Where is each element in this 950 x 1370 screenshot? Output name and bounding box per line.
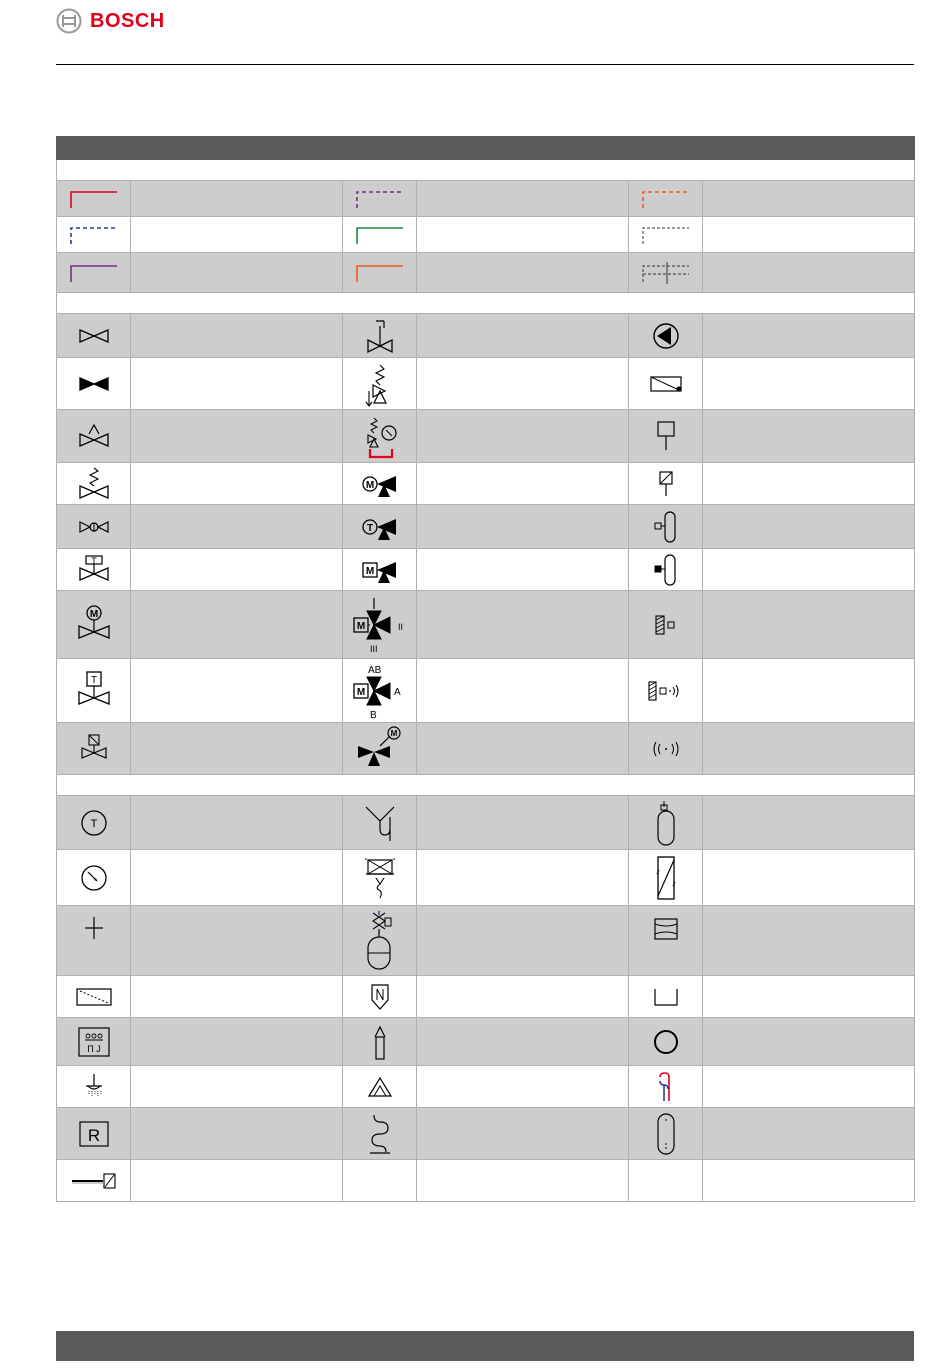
table-row <box>57 505 915 549</box>
wireless-signal-icon <box>648 737 684 761</box>
thermostatic-valve-icon <box>77 554 111 586</box>
table-row <box>57 591 915 659</box>
filling-drain-icon <box>363 856 397 900</box>
buffer-tank-icon <box>652 916 680 942</box>
svg-text:AB: AB <box>367 664 381 676</box>
line-flow-green-icon <box>353 224 407 246</box>
svg-text:T: T <box>90 555 97 566</box>
overflow-valve-icon <box>77 466 111 502</box>
heat-pump-outdoor-icon <box>366 1075 394 1099</box>
svg-text:III: III <box>369 643 378 654</box>
brand-name: BOSCH <box>90 9 165 32</box>
shower-icon <box>82 1072 106 1102</box>
cylinder-sensor-icon <box>654 799 678 847</box>
svg-text:II: II <box>397 621 403 632</box>
section-row <box>57 293 915 314</box>
shutoff-valve-closed-icon <box>77 374 111 394</box>
shutoff-valve-icon <box>77 326 111 346</box>
control-unit-icon <box>76 1025 112 1059</box>
table-row <box>57 723 915 775</box>
svg-text:B: B <box>369 709 377 721</box>
motor-2way-valve-icon <box>76 604 112 646</box>
table-row <box>57 549 915 591</box>
temperature-sensor-icon <box>654 419 678 453</box>
room-thermostat-icon <box>648 374 684 394</box>
chimney-icon <box>368 982 392 1012</box>
expansion-vessel-icon <box>363 909 397 973</box>
table-row <box>57 1018 915 1066</box>
balancing-valve-icon <box>363 318 397 354</box>
bosch-armature-icon <box>56 8 82 34</box>
mixing-valve-ab-icon <box>352 661 408 721</box>
line-dashed-blue-icon <box>67 224 121 246</box>
safety-valve-icon <box>363 361 397 407</box>
line-dashed-orange-icon <box>639 188 693 210</box>
underfloor-heating-icon <box>366 1112 394 1156</box>
svg-text:M: M <box>356 686 365 698</box>
table-row <box>57 253 915 293</box>
table-row <box>57 314 915 358</box>
storage-tank-icon <box>654 1111 678 1157</box>
collector-icon <box>651 986 681 1008</box>
thermo-2way-valve-icon <box>76 670 112 712</box>
check-valve-icon <box>77 422 111 450</box>
thermostatic-3way-valve-icon <box>360 512 400 542</box>
sensor-contact-icon <box>654 469 678 499</box>
thermometer-icon <box>79 808 109 838</box>
header-divider <box>56 64 914 65</box>
table-row <box>57 410 915 463</box>
solenoid-valve-icon <box>79 733 109 765</box>
heat-source-icon <box>74 987 114 1007</box>
brand-logo <box>56 8 165 34</box>
table-header <box>57 137 915 160</box>
svg-text:R: R <box>87 1125 100 1145</box>
motor-mixer-icon <box>354 726 406 772</box>
table-row <box>57 358 915 410</box>
symbol-table <box>56 136 915 1202</box>
siphon-icon <box>363 803 397 843</box>
section-row <box>57 160 915 181</box>
pressure-gauge-icon <box>79 863 109 893</box>
line-flow-red-icon <box>67 188 121 210</box>
svg-text:M: M <box>89 608 98 620</box>
line-flow-purple-icon <box>67 262 121 284</box>
table-row <box>57 463 915 505</box>
line-dashed-black-icon <box>639 224 693 246</box>
dhw-coil-icon <box>656 1071 676 1103</box>
svg-text:M: M <box>390 728 397 738</box>
heat-exchanger-icon <box>654 854 678 902</box>
motor-3way-valve-square-icon <box>360 555 400 585</box>
table-row <box>57 217 915 253</box>
svg-text:M: M <box>365 565 374 577</box>
pump-icon <box>651 321 681 351</box>
line-flow-orange-icon <box>353 262 407 284</box>
table-row <box>57 181 915 217</box>
table-row <box>57 1108 915 1160</box>
storage-sensor-icon <box>651 509 681 545</box>
line-dashed-crossing-icon <box>639 260 693 286</box>
radiator-icon <box>77 1119 111 1149</box>
svg-text:T: T <box>366 522 373 534</box>
wireless-wall-sensor-icon <box>646 679 686 703</box>
section-row <box>57 775 915 796</box>
svg-text:M: M <box>356 620 365 632</box>
wall-sensor-icon <box>651 613 681 637</box>
table-row <box>57 906 915 976</box>
fill-point-icon <box>82 914 106 942</box>
immersion-heater-icon <box>69 1171 119 1191</box>
table-row <box>57 1160 915 1202</box>
table-row <box>57 976 915 1018</box>
table-row <box>57 796 915 850</box>
svg-text:П J: П J <box>86 1043 101 1054</box>
table-row <box>57 659 915 723</box>
svg-text:T: T <box>90 674 97 686</box>
svg-text:M: M <box>365 479 374 491</box>
strainer-valve-icon <box>77 517 111 537</box>
svg-text:T: T <box>90 817 97 830</box>
motorized-3way-valve-icon <box>360 469 400 499</box>
svg-text:A: A <box>393 686 401 698</box>
table-row <box>57 1066 915 1108</box>
storage-sensor-contact-icon <box>651 552 681 588</box>
line-dashed-purple-icon <box>353 188 407 210</box>
mixing-valve-labeled-icon <box>352 595 408 655</box>
safety-group-icon <box>360 413 400 459</box>
flue-icon <box>368 1023 392 1061</box>
pool-icon <box>651 1027 681 1057</box>
table-row <box>57 850 915 906</box>
footer-bar <box>56 1331 914 1361</box>
